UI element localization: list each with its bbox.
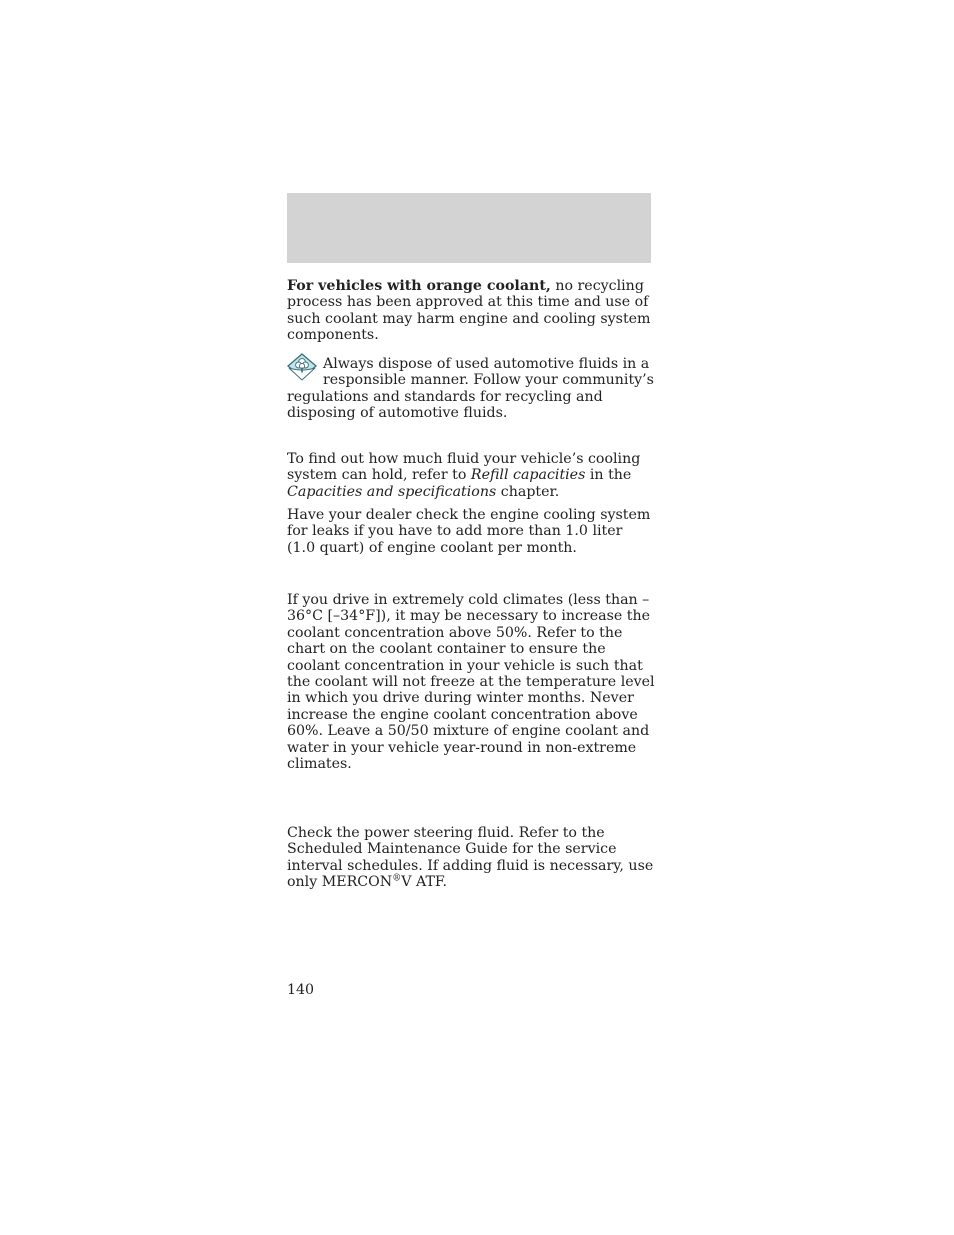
refill-capacities-reference: Refill capacities bbox=[470, 467, 586, 484]
orange-coolant-text: no recycling process has been approved at this time and use of such coolant may harm engine and cooling system components. bbox=[287, 278, 651, 344]
page-number: 140 bbox=[287, 982, 315, 998]
dispose-fluids-text: Always dispose of used automotive fluids in a responsible manner. Follow your community’s regulations and standards for recycling and disposing of automotive fluids. bbox=[287, 356, 654, 422]
capacity-text-2: in the bbox=[585, 467, 632, 484]
power-steering-text-1: Check the power steering fluid. Refer to the Scheduled Maintenance Guide for the service interval schedules. If adding fluid is necessary, use only MERCON bbox=[287, 825, 654, 891]
orange-coolant-paragraph bbox=[287, 278, 655, 344]
dispose-fluids-paragraph bbox=[287, 356, 655, 422]
section-header-band bbox=[287, 193, 651, 263]
capacity-text-1: To find out how much fluid your vehicle’s cooling system can hold, refer to bbox=[287, 451, 641, 484]
power-steering-paragraph bbox=[287, 825, 655, 891]
cold-climates-paragraph: If you drive in extremely cold climates (less than –36°C [–34°F]), it may be necessary to increase the coolant concentration above 50%. Refer to the chart on the coolant container to ensure the coolant concentration in your vehicle is such that the coolant will not freeze at the temperature level in which you drive during winter months. Never increase the engine coolant concentration above 60%. Leave a 50/50 mixture of engine coolant and water in your vehicle year-round in non-extreme climates. bbox=[287, 592, 655, 773]
cooling-capacity-paragraph bbox=[287, 451, 655, 500]
coolant-leaks-paragraph: Have your dealer check the engine cooling system for leaks if you have to add more than 1.0 liter (1.0 quart) of engine coolant per month. bbox=[287, 507, 651, 556]
recycle-tree-icon bbox=[286, 353, 318, 383]
capacities-specifications-reference: Capacities and specifications bbox=[287, 483, 497, 500]
capacity-text-3: chapter. bbox=[496, 483, 560, 500]
registered-mark: ® bbox=[392, 873, 402, 884]
orange-coolant-lead: For vehicles with orange coolant, bbox=[287, 278, 551, 294]
power-steering-text-2: V ATF. bbox=[401, 874, 448, 891]
